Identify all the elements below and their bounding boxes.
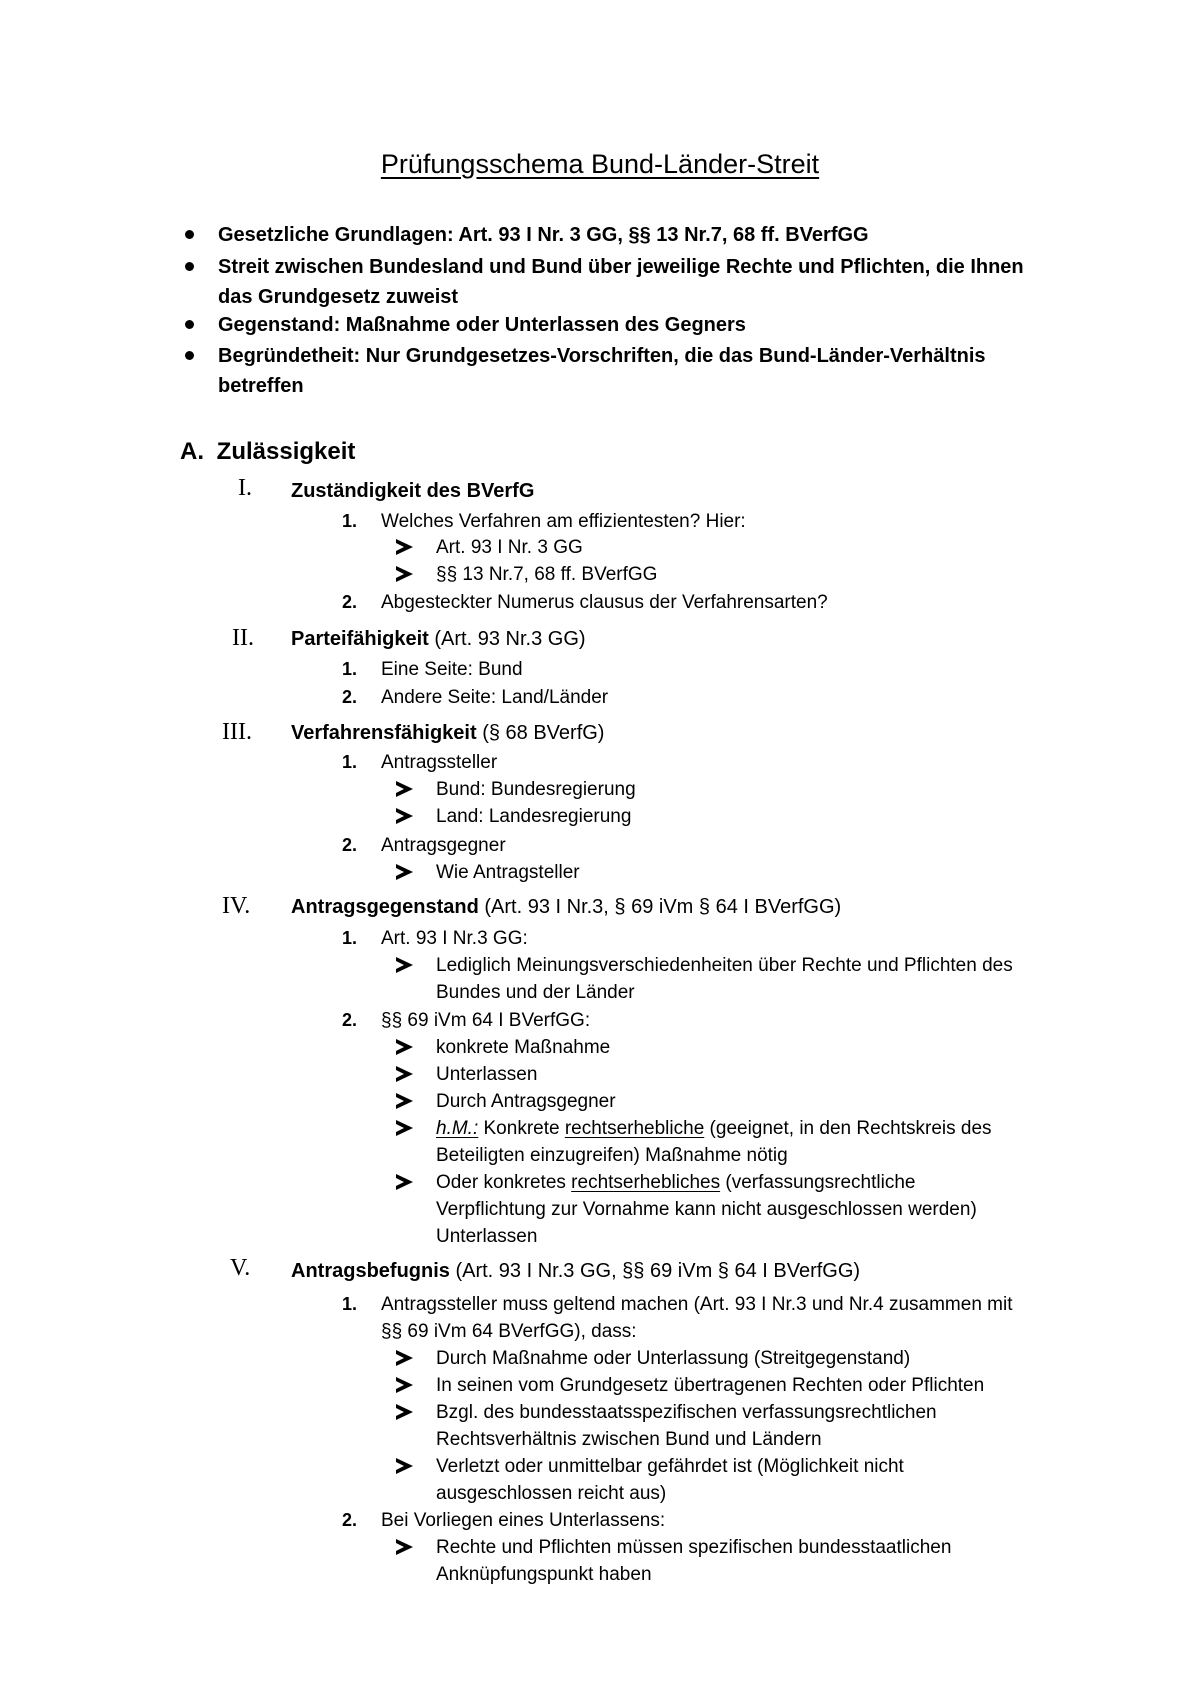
hm-abbrev: h.M.: <box>436 1118 479 1139</box>
arrow-item: Durch Maßnahme oder Unterlassung (Streitgegenstand) <box>436 1348 911 1369</box>
bullet-dot <box>185 320 194 329</box>
arrow-item: Verletzt oder unmittelbar gefährdet ist (Möglichkeit nicht <box>436 1456 904 1477</box>
underlined-term: rechtserhebliches <box>571 1172 721 1193</box>
bullet-dot <box>185 262 194 271</box>
section-letter: A. <box>180 438 204 465</box>
bullet-text: Begründetheit: Nur Grundgesetzes-Vorschriften, die das Bund-Länder-Verhältnis <box>218 345 986 367</box>
arrow-item-cont: Rechtsverhältnis zwischen Bund und Ländern <box>436 1429 822 1450</box>
list-number: 2. <box>342 835 358 855</box>
subsection-heading-bold: Antragsgegenstand <box>291 896 479 918</box>
subsection-heading-ref: (§ 68 BVerfG) <box>482 722 605 744</box>
text-run: (verfassungsrechtliche <box>720 1172 916 1193</box>
arrow-bullet-icon <box>396 1458 413 1474</box>
subsection-heading <box>291 626 586 652</box>
subsection-heading <box>291 894 841 920</box>
arrow-item: Unterlassen <box>436 1064 538 1085</box>
arrow-item: Land: Landesregierung <box>436 806 632 827</box>
arrow-item-cont: Unterlassen <box>436 1226 538 1247</box>
arrow-item: §§ 13 Nr.7, 68 ff. BVerfGG <box>436 564 658 585</box>
roman-numeral: IV. <box>222 893 251 919</box>
arrow-item: Art. 93 I Nr. 3 GG <box>436 537 583 558</box>
arrow-item: Wie Antragsteller <box>436 862 580 883</box>
arrow-item <box>436 1116 992 1142</box>
arrow-bullet-icon <box>396 539 413 555</box>
list-number: 2. <box>342 1010 358 1030</box>
text-run: Konkrete <box>478 1118 565 1139</box>
bullet-text-cont: das Grundgesetz zuweist <box>218 286 459 308</box>
bullet-text: Streit zwischen Bundesland und Bund über jeweilige Rechte und Pflichten, die Ihnen <box>218 256 1024 278</box>
arrow-bullet-icon <box>396 1350 413 1366</box>
subsection-heading-bold: Verfahrensfähigkeit <box>291 722 477 744</box>
list-item: Eine Seite: Bund <box>381 659 523 680</box>
bullet-text: Gegenstand: Maßnahme oder Unterlassen des Gegners <box>218 314 746 336</box>
text-run: (geeignet, in den Rechtskreis des <box>704 1118 992 1139</box>
roman-numeral: V. <box>230 1255 251 1281</box>
subsection-heading-ref: (Art. 93 I Nr.3 GG, §§ 69 iVm § 64 I BVerfGG) <box>455 1260 861 1282</box>
arrow-item: Durch Antragsgegner <box>436 1091 616 1112</box>
arrow-item-cont: Beteiligten einzugreifen) Maßnahme nötig <box>436 1145 788 1166</box>
arrow-bullet-icon <box>396 781 413 797</box>
bullet-dot <box>185 230 194 239</box>
document-title: Prüfungsschema Bund-Länder-Streit <box>380 149 820 179</box>
arrow-item-cont: ausgeschlossen reicht aus) <box>436 1483 667 1504</box>
bullet-dot <box>185 351 194 360</box>
list-number: 1. <box>342 659 358 679</box>
list-item: Art. 93 I Nr.3 GG: <box>381 928 528 949</box>
list-item: Antragssteller muss geltend machen (Art. 93 I Nr.3 und Nr.4 zusammen mit <box>381 1294 1013 1315</box>
list-number: 1. <box>342 1294 358 1314</box>
bullet-text: Gesetzliche Grundlagen: Art. 93 I Nr. 3 GG, §§ 13 Nr.7, 68 ff. BVerfGG <box>218 224 869 246</box>
list-item: Abgesteckter Numerus clausus der Verfahrensarten? <box>381 592 828 613</box>
underlined-term: rechtserhebliche <box>564 1118 705 1139</box>
subsection-heading <box>291 1258 860 1284</box>
arrow-item-cont: Bundes und der Länder <box>436 982 635 1003</box>
subsection-heading-ref: (Art. 93 I Nr.3, § 69 iVm § 64 I BVerfGG) <box>484 896 842 918</box>
list-number: 1. <box>342 928 358 948</box>
list-item: Welches Verfahren am effizientesten? Hier: <box>381 511 746 532</box>
arrow-bullet-icon <box>396 1404 413 1420</box>
text-run: Oder konkretes <box>436 1172 572 1193</box>
list-number: 1. <box>342 752 358 772</box>
arrow-bullet-icon <box>396 566 413 582</box>
subsection-heading: Zuständigkeit des BVerfG <box>291 480 535 502</box>
arrow-item: Rechte und Pflichten müssen spezifischen bundesstaatlichen <box>436 1537 952 1558</box>
list-item: Bei Vorliegen eines Unterlassens: <box>381 1510 666 1531</box>
arrow-item-cont: Verpflichtung zur Vornahme kann nicht ausgeschlossen werden) <box>436 1199 977 1220</box>
subsection-heading-bold: Antragsbefugnis <box>291 1260 450 1282</box>
arrow-item: konkrete Maßnahme <box>436 1037 611 1058</box>
arrow-item: Bzgl. des bundesstaatsspezifischen verfassungsrechtlichen <box>436 1402 937 1423</box>
subsection-heading-bold: Parteifähigkeit <box>291 628 429 650</box>
arrow-bullet-icon <box>396 864 413 880</box>
bullet-text-cont: betreffen <box>218 375 304 397</box>
list-number: 1. <box>342 511 358 531</box>
arrow-item: Bund: Bundesregierung <box>436 779 636 800</box>
arrow-bullet-icon <box>396 808 413 824</box>
list-item: Antragsgegner <box>381 835 506 856</box>
list-item: Antragssteller <box>381 752 498 773</box>
subsection-heading-ref: (Art. 93 Nr.3 GG) <box>434 628 586 650</box>
list-number: 2. <box>342 687 358 707</box>
list-number: 2. <box>342 592 358 612</box>
roman-numeral: II. <box>232 625 254 651</box>
arrow-item <box>436 1170 915 1196</box>
list-item-cont: §§ 69 iVm 64 BVerfGG), dass: <box>381 1321 637 1342</box>
section-label: Zulässigkeit <box>216 438 356 465</box>
arrow-bullet-icon <box>396 1377 413 1393</box>
list-number: 2. <box>342 1510 358 1530</box>
arrow-bullet-icon <box>396 1039 413 1055</box>
arrow-bullet-icon <box>396 1066 413 1082</box>
arrow-item-cont: Anknüpfungspunkt haben <box>436 1564 652 1585</box>
arrow-bullet-icon <box>396 1539 413 1555</box>
arrow-bullet-icon <box>396 1093 413 1109</box>
subsection-heading <box>291 720 604 746</box>
list-item: §§ 69 iVm 64 I BVerfGG: <box>381 1010 591 1031</box>
arrow-bullet-icon <box>396 957 413 973</box>
arrow-bullet-icon <box>396 1120 413 1136</box>
roman-numeral: I. <box>238 475 252 501</box>
arrow-item: Lediglich Meinungsverschiedenheiten über Rechte und Pflichten des <box>436 955 1013 976</box>
list-item: Andere Seite: Land/Länder <box>381 687 609 708</box>
arrow-bullet-icon <box>396 1174 413 1190</box>
arrow-item: In seinen vom Grundgesetz übertragenen Rechten oder Pflichten <box>436 1375 985 1396</box>
roman-numeral: III. <box>222 719 252 745</box>
section-a-heading <box>180 438 355 466</box>
